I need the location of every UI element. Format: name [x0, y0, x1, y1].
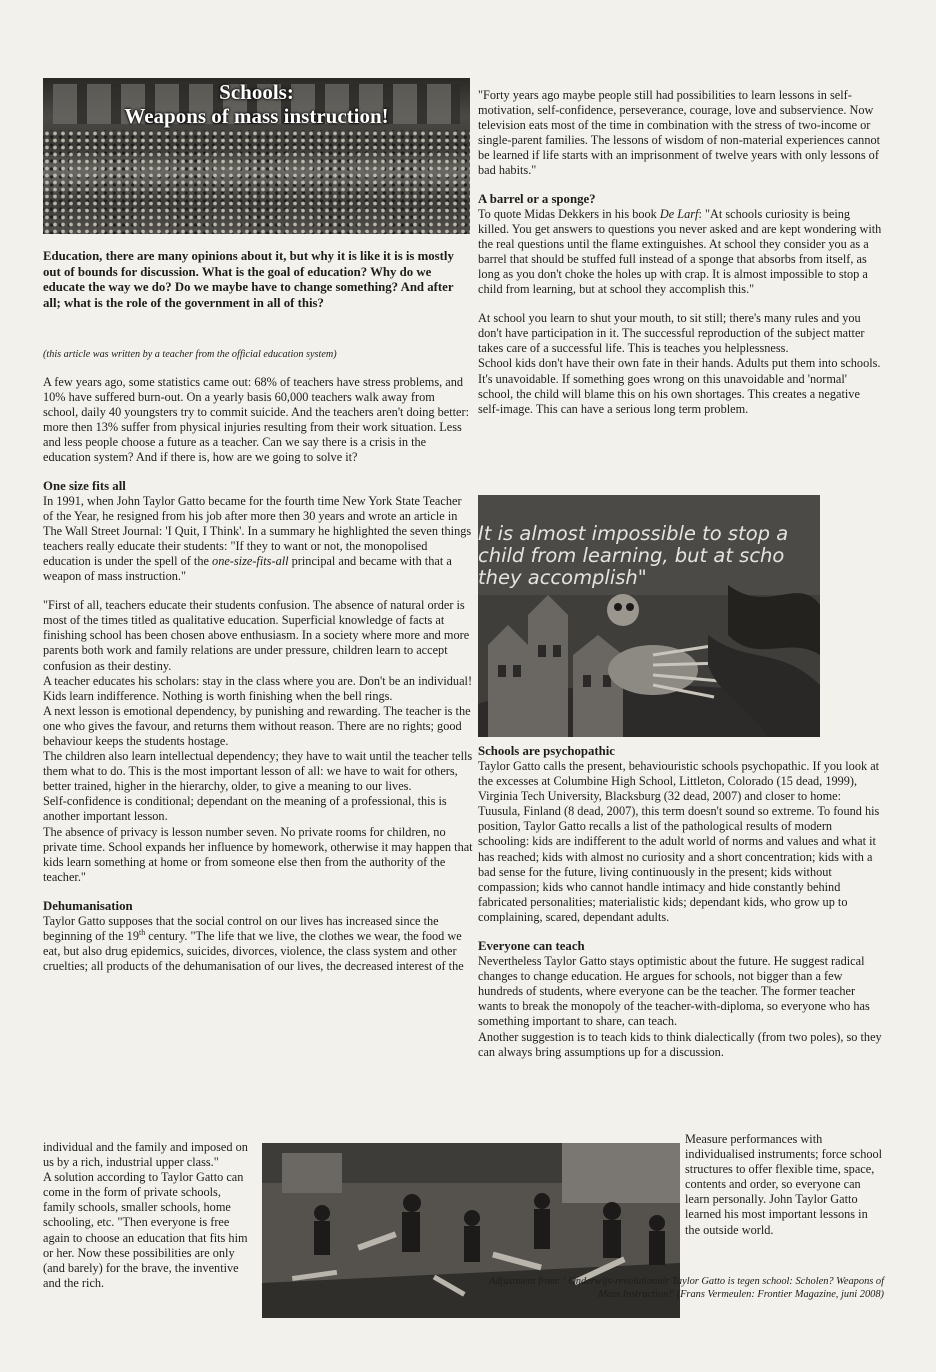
banner-crowd-decoration [43, 130, 470, 234]
left-paragraph-statistics: A few years ago, some statistics came out: 68% of teachers have stress problems, and 10% have suffered burn-out. On a yearly basis 60,000 teachers walk away from school, daily 40 youngsters try to commit suicide. And the teachers aren't doing better: more then 13% suffer from physical injuries resulting from their work situation. Less and less people choose a future as a teacher. Can we say there is a crisis in the education system? And if there is, how are we going to solve it? [43, 375, 470, 465]
left-column-top [43, 375, 473, 974]
heading-dehumanisation: Dehumanisation [43, 898, 133, 913]
social-control-text-a: Taylor Gatto supposes that the social control on our lives has increased since the beginning of the 19 [43, 913, 439, 943]
right-paragraph-dekkers [478, 207, 884, 298]
banner-title-line-2: Weapons of mass instruction! [124, 104, 389, 128]
banner-title-line-1: Schools: [219, 80, 294, 104]
byline: (this article was written by a teacher from the official education system) [43, 349, 337, 360]
intro-paragraph: Education, there are many opinions about it, but why it is like it is is mostly out of bounds for discussion. What is the goal of education? Why do we educate the way we do? Do we maybe have to change something? And after all; what is the role of the government in all of this? [43, 249, 454, 310]
heading-barrel-or-sponge: A barrel or a sponge? [478, 191, 596, 206]
left-paragraph-social-control [43, 914, 473, 974]
right-paragraph-shut-mouth: At school you learn to shut your mouth, to sit still; there's many rules and you don't have participation in it. The successful reproduction of the subject matter takes care of a successful life. This is teaches you helplessness. [478, 311, 865, 356]
social-control-text-b: century. "The life that we live, the clothes we wear, the food we eat, but also drug epidemics, suicides, divorces, violence, the class system and other cruelties; all products of the dehumanisation of our lives, the decreased interest of the [43, 929, 464, 974]
left-paragraph-indifference: Kids learn indifference. Nothing is worth finishing when the bell rings. [43, 688, 393, 703]
quote-illustration [478, 495, 820, 737]
left-paragraph-confusion: "First of all, teachers educate their students confusion. The absence of natural order is most of the times titled as qualitative education. Superficial knowledge of facts at finishing school has been chosen above enthusiasm. In a society where more and more parents both work and family relations are under pressure, children learn to accept confusion as their destiny. [43, 598, 470, 673]
left-paragraph-gatto-intro [43, 494, 473, 585]
right-paragraph-fate: School kids don't have their own fate in their hands. Adults put them into schools. It's unavoidable. If something goes wrong on this unavoidable and 'normal' school, the child will blame this on his own shortages. This creates a negative self-image. This can have a serious long term problem. [478, 356, 881, 416]
right-paragraph-measure: Measure performances with individualised instruments; force school structures to offer flexible time, space, contents and order, so everyone can learn personally. John Taylor Gatto learned his most important lessons in the outside world. [685, 1132, 883, 1237]
left-paragraph-solution: A solution according to Taylor Gatto can come in the form of private schools, family schools, smaller schools, home schooling, etc. "Then everyone is free again to choose an education that fits him or her. Now these possibilities are only (and barely) for the brave, the inventive and the rich. [43, 1170, 248, 1290]
right-paragraph-optimistic: Nevertheless Taylor Gatto stays optimistic about the future. He suggest radical changes to change education. He argues for schools, not bigger than a few hundreds of students, where everyone can be the teacher. The former teacher wants to break the monopoly of the teacher-with-diploma, so everyone who has something important to share, can teach. [478, 954, 870, 1029]
illustration-quote-line-3: they accomplish" [478, 566, 647, 589]
illustration-quote-line-1: It is almost impossible to stop a [478, 523, 789, 545]
gatto-intro-text-b: principal and became with that a weapon of mass instruction." [43, 553, 452, 584]
gatto-intro-text-a: In 1991, when John Taylor Gatto became for the fourth time New York State Teacher of the Year, he resigned from his job after more then 30 years and wrote an article in The Wall Street Journal: 'I Quit, I Think'. In a summary he highlighted the seven things teachers really educate their students: "If they to want or not, the monopolised education is under the spell of the [43, 493, 472, 568]
right-column-top [478, 88, 884, 417]
right-column-middle [478, 744, 884, 1060]
heading-schools-are-psychopathic: Schools are psychopathic [478, 744, 615, 758]
left-paragraph-self-confidence: Self-confidence is conditional; dependant on the meaning of a professional, this is another important lesson. [43, 794, 447, 824]
source-credit: Adjustment from: ' Onderwijs-revolutionair Taylor Gatto is tegen school: Scholen? Weapons of Mass Instruction!' (Frans Vermeulen: Frontier Magazine, juni 2008) [488, 1276, 884, 1301]
dekkers-text-b: : "At schools curiosity is being killed. You get answers to questions you never asked and are kept wondering with the real questions until the flame extinguishes. At school they consider you as a barrel that should be stuffed full instead of a sponge that absorbs from itself, as long as you don't choke the holes up with crap. It is almost impossible to stop a child from learning, but at school they accomplish this." [478, 206, 882, 297]
schools-banner-image [43, 78, 470, 234]
right-column-bottom [685, 1132, 885, 1238]
heading-one-size-fits-all: One size fits all [43, 478, 126, 493]
dekkers-text-a: To quote Midas Dekkers in his book [478, 206, 660, 221]
right-paragraph-psychopathic: Taylor Gatto calls the present, behaviouristic schools psychopathic. If you look at the excesses at Columbine High School, Littleton, Colorado (15 dead, 1999), Virginia Tech University, Blacksburg (32 dead, 2007) and closer to home: Tuusula, Finland (8 dead, 2007), this term doesn't sound so extreme. To found his position, Taylor Gatto recalls a list of the pathological results of modern schooling: kids are indifferent to the adult world of norms and values and what it has reached; kids with almost no curiosity and a short concentration; kids with a bad sense for the future, living continuously in the present; kids without compassion; kids who cannot handle intimacy and hide constantly behind fabricated personalities; materialistic kids; dependant kids, who grow up to complaining, scared, dependant adults. [478, 759, 880, 924]
superscript-th: th [138, 927, 146, 937]
left-paragraph-emotional: A next lesson is emotional dependency, by punishing and rewarding. The teacher is the one who gives the favour, and returns them without reason. There are no rights; good behaviour keeps the students hostage. [43, 703, 471, 748]
right-paragraph-dialectically: Another suggestion is to teach kids to think dialectically (from two poles), so they can always bring assumptions up for a discussion. [478, 1029, 882, 1059]
left-paragraph-intellectual: The children also learn intellectual dependency; they have to wait until the teacher tells them what to do. This is the most important lesson of all: we have to wait for others, better trained, higher in the hierarchy, older, to give a meaning to our lives. [43, 749, 473, 794]
right-paragraph-forty-years: "Forty years ago maybe people still had possibilities to learn lessons in self-motivation, self-confidence, perseverance, courage, love and subservience. Now television eats most of the time in combination with the stress of two-income or single-parent families. The lessons of wisdom of non-material experiences cannot be learned if life starts with an imprisonment of twelve years with only lessons of bad habits." [478, 88, 881, 178]
heading-everyone-can-teach: Everyone can teach [478, 939, 585, 954]
left-paragraph-class: A teacher educates his scholars: stay in the class where you are. Don't be an individual! [43, 673, 473, 688]
left-paragraph-privacy: The absence of privacy is lesson number seven. No private rooms for children, no private time. School expands her influence by homework, otherwise it may happen that kids learn something at home or from someone else then from the authority of the teacher." [43, 824, 473, 884]
left-paragraph-upper-class: individual and the family and imposed on us by a rich, industrial upper class." [43, 1140, 248, 1170]
illustration-quote-line-2: child from learning, but at scho [478, 544, 785, 567]
left-column-bottom [43, 1140, 255, 1291]
gatto-intro-emphasis: one-size-fits-all [212, 553, 289, 568]
illustration-quote [478, 523, 820, 607]
dekkers-book-title: De Larf [659, 206, 699, 221]
